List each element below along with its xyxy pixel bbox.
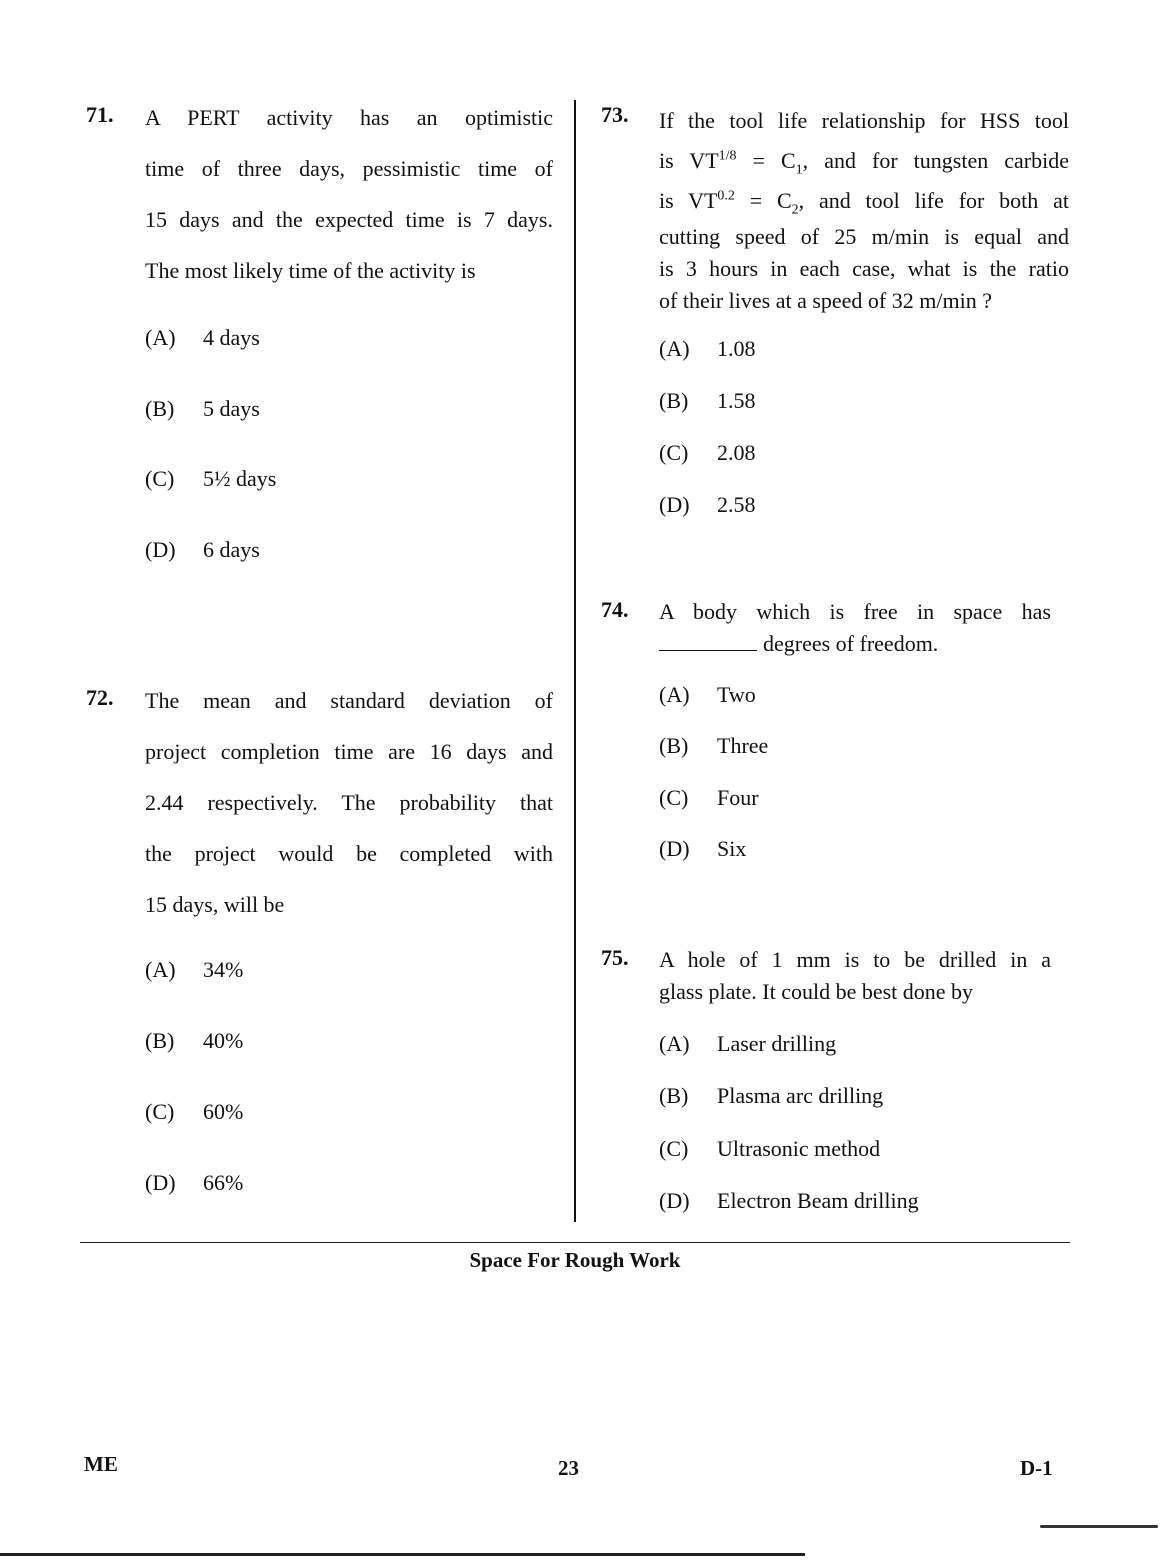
footer-subject: ME: [84, 1452, 118, 1476]
formula-line-carbide: is $VT^{0.2} = C_2$, and tool life for both at: [659, 188, 1069, 218]
option-72-a: (A) 34%: [145, 957, 244, 982]
question-text: A body which is free in space has degrees of freedom.: [659, 599, 1051, 656]
option-75-b: (B) Plasma arc drilling: [659, 1083, 884, 1108]
question-number: 74.: [601, 597, 629, 622]
question-number: 75.: [601, 945, 629, 970]
question-number: 72.: [86, 685, 114, 710]
option-72-d: (D) 66%: [145, 1170, 244, 1195]
option-75-a: (A) Laser drilling: [659, 1031, 837, 1056]
footer-booklet-code: D-1: [1020, 1456, 1053, 1480]
question-number: 73.: [601, 102, 629, 127]
formula-line-hss: is $VT^{1/8} = C_1$, and for tungsten carbide: [659, 148, 1069, 178]
option-71-b: (B) 5 days: [145, 396, 260, 421]
fill-in-blank: [659, 650, 757, 651]
rough-work-divider: [80, 1242, 1070, 1243]
option-75-c: (C) Ultrasonic method: [659, 1136, 881, 1161]
bottom-rule: [0, 1553, 805, 1556]
question-text: If the tool life relationship for HSS tool is $VT^{1/8} = C_1$, and for tungsten carbide is $VT^{0.2} = C_2$, and tool life for both at cutting speed of 25 m/min is equal and is 3 hours in each case, what is the ratio of their lives at a speed of 32 m/min ?: [659, 108, 1069, 313]
option-74-d: (D) Six: [659, 836, 747, 861]
option-74-b: (B) Three: [659, 733, 769, 758]
option-71-c: (C) 5½ days: [145, 466, 277, 491]
rough-work-heading: Space For Rough Work: [469, 1248, 681, 1272]
option-72-b: (B) 40%: [145, 1028, 244, 1053]
option-73-a: (A) 1.08: [659, 336, 756, 361]
option-74-a: (A) Two: [659, 682, 756, 707]
option-74-c: (C) Four: [659, 785, 759, 810]
column-divider: [574, 100, 576, 1222]
option-73-d: (D) 2.58: [659, 492, 756, 517]
option-71-d: (D) 6 days: [145, 537, 260, 562]
question-text: A PERT activity has an optimistic time of three days, pessimistic time of 15 days and the expected time is 7 days. The most likely time of the activity is: [145, 105, 553, 283]
footer-page-number: 23: [558, 1456, 579, 1480]
option-72-c: (C) 60%: [145, 1099, 244, 1124]
option-73-c: (C) 2.08: [659, 440, 756, 465]
question-text: A hole of 1 mm is to be drilled in a glass plate. It could be best done by: [659, 947, 1051, 1004]
question-text: The mean and standard deviation of project completion time are 16 days and 2.44 respectively. The probability that the project would be completed with 15 days, will be: [145, 688, 553, 917]
scan-smudge: [1040, 1525, 1158, 1528]
option-75-d: (D) Electron Beam drilling: [659, 1188, 919, 1213]
question-number: 71.: [86, 102, 114, 127]
option-71-a: (A) 4 days: [145, 325, 260, 350]
option-73-b: (B) 1.58: [659, 388, 756, 413]
